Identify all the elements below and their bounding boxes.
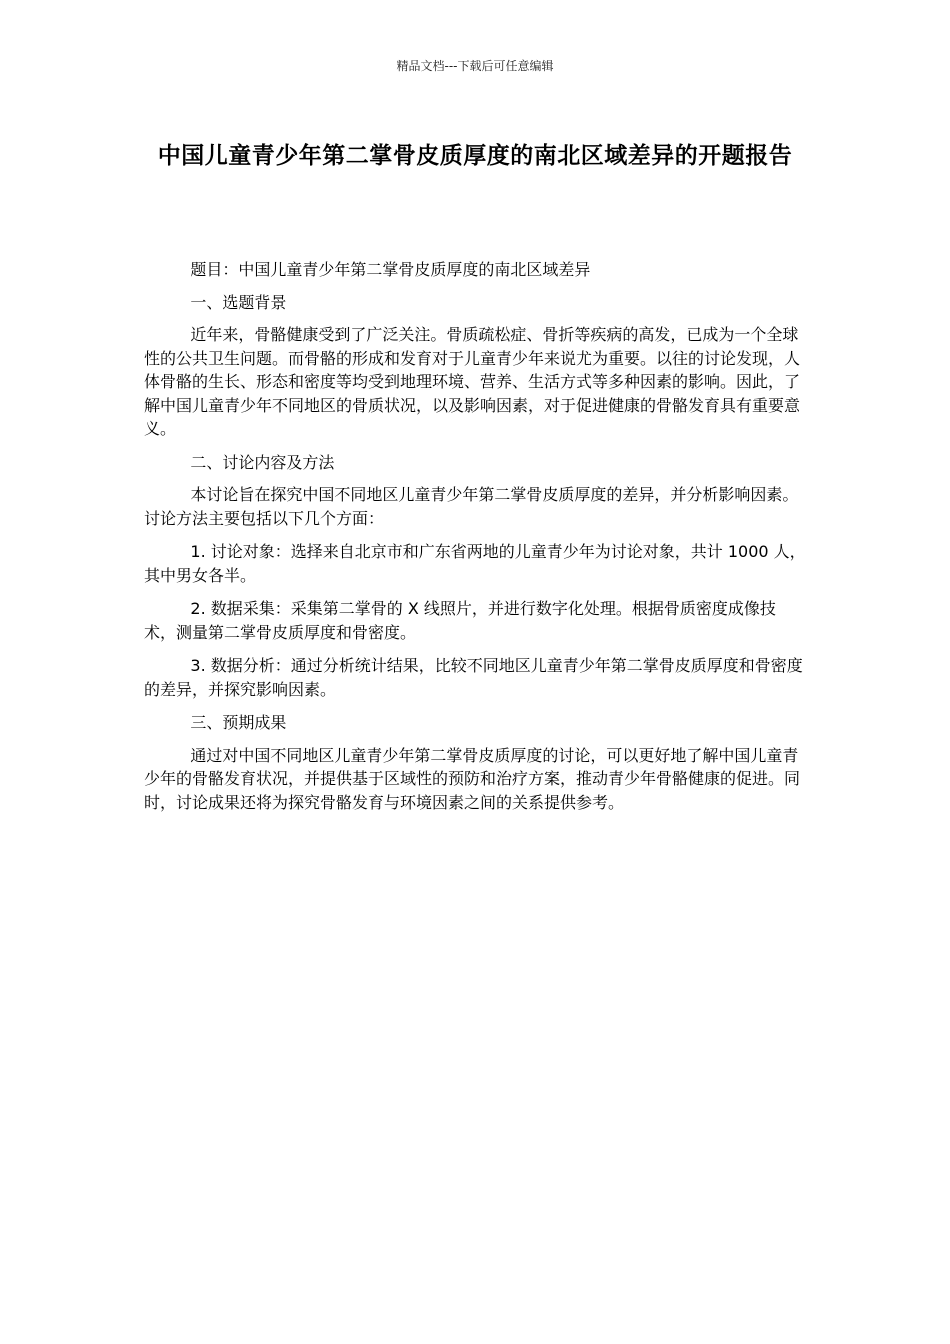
header-note: 精品文档---下载后可任意编辑	[396, 59, 554, 73]
section-heading-methods: 二、讨论内容及方法	[190, 452, 335, 472]
methods-item-data-analysis: 3. 数据分析：通过分析统计结果，比较不同地区儿童青少年第二掌骨皮质厚度和骨密度的差异，并探究影响因素。	[144, 656, 803, 699]
topic-line: 题目：中国儿童青少年第二掌骨皮质厚度的南北区域差异	[190, 260, 591, 279]
section-heading-background: 一、选题背景	[190, 292, 287, 312]
methods-item-subjects: 1. 讨论对象：选择来自北京市和广东省两地的儿童青少年为讨论对象，共计 1000 人，其中男女各半。	[144, 542, 806, 585]
document-title: 中国儿童青少年第二掌骨皮质厚度的南北区域差异的开题报告	[157, 143, 793, 169]
background-paragraph: 近年来，骨骼健康受到了广泛关注。骨质疏松症、骨折等疾病的高发，已成为一个全球性的公共卫生问题。而骨骼的形成和发育对于儿童青少年来说尤为重要。以往的讨论发现，人体骨骼的生长、形态和密度等均受到地理环境、营养、生活方式等多种因素的影响。因此，了解中国儿童青少年不同地区的骨质状况，以及影响因素，对于促进健康的骨骼发育具有重要意义。	[144, 325, 801, 438]
methods-item-data-collection: 2. 数据采集：采集第二掌骨的 X 线照片，并进行数字化处理。根据骨质密度成像技术，测量第二掌骨皮质厚度和骨密度。	[144, 599, 776, 642]
outcomes-paragraph: 通过对中国不同地区儿童青少年第二掌骨皮质厚度的讨论，可以更好地了解中国儿童青少年的骨骼发育状况，并提供基于区域性的预防和治疗方案，推动青少年骨骼健康的促进。同时，讨论成果还将为探究骨骼发育与环境因素之间的关系提供参考。	[144, 745, 801, 812]
section-heading-outcomes: 三、预期成果	[190, 713, 287, 732]
document-body	[144, 258, 806, 824]
methods-intro-paragraph: 本讨论旨在探究中国不同地区儿童青少年第二掌骨皮质厚度的差异，并分析影响因素。讨论方法主要包括以下几个方面：	[144, 485, 799, 528]
